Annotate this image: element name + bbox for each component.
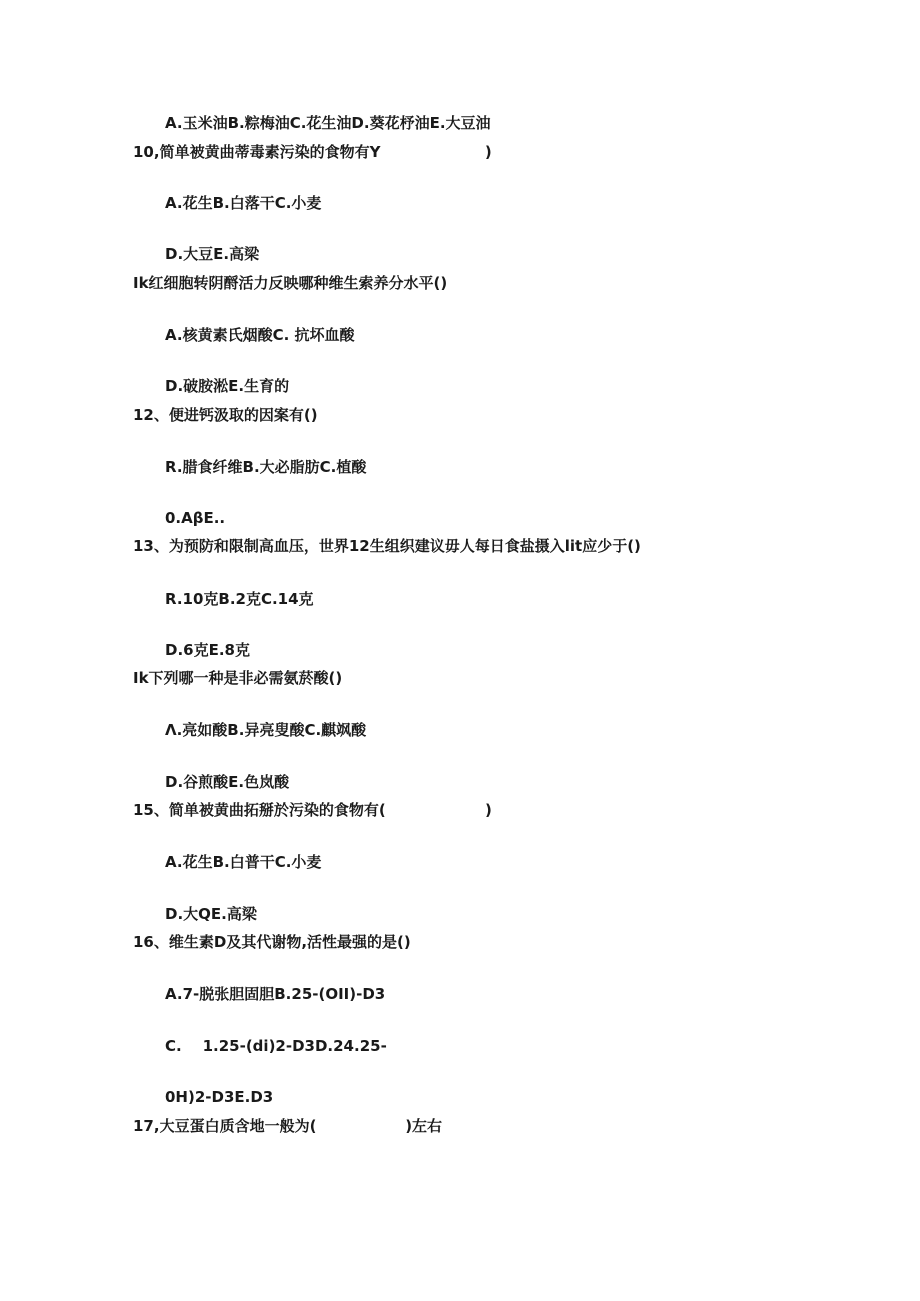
line-options-13-a: R.10克B.2克C.14克 — [165, 590, 314, 608]
line-options-15-a: A.花生B.白普干C.小麦 — [165, 853, 322, 871]
question-15: 15、简单被黄曲拓掰於污染的食物有( ) — [133, 801, 492, 819]
line-options-15-b: D.大QE.高梁 — [165, 905, 257, 923]
line-options-11-a: A.核黄素氏烟酸C. 抗坏血酸 — [165, 326, 355, 344]
line-options-12-b: 0.AβE.. — [165, 509, 226, 527]
line-options-14-b: D.谷煎酸E.色岚酸 — [165, 773, 290, 791]
question-11: Ik红细胞转阴酹活力反映哪种维生索养分水平() — [133, 274, 448, 292]
line-options-10-a: A.花生B.白落干C.小麦 — [165, 194, 322, 212]
line-options-16-c: 0H)2-D3E.D3 — [165, 1088, 274, 1106]
question-16: 16、维生素D及其代谢物,活性最强的是() — [133, 933, 411, 951]
line-options-14-a: Λ.亮如酸B.异亮叟酸C.麒飒酸 — [165, 721, 367, 739]
line-options-13-b: D.6克E.8克 — [165, 641, 250, 659]
line-options-16-b: C. 1.25-(di)2-D3D.24.25- — [165, 1037, 387, 1055]
line-options-16-a: A.7-脱张胆固胆B.25-(OII)-D3 — [165, 985, 386, 1003]
question-12: 12、便进钙汲取的因案有() — [133, 406, 318, 424]
question-14: Ik下列哪一种是非必需氨菸酸() — [133, 669, 343, 687]
question-17: 17,大豆蛋白质含地一般为( )左右 — [133, 1117, 443, 1135]
question-10: 10,简单被黄曲蒂毒素污染的食物有Y ) — [133, 143, 492, 161]
line-options-12-a: R.腊食纤维B.大必脂肪C.植酸 — [165, 458, 367, 476]
line-options-10-b: D.大豆E.高梁 — [165, 245, 260, 263]
line-options-11-b: D.破胺淞E.生育的 — [165, 377, 290, 395]
line-options-9: A.玉米油B.粽梅油C.花生油D.葵花杼油E.大豆油 — [165, 114, 491, 132]
question-13: 13、为预防和限制高血压，世界12生组织建议毋人每日食盐摄入lit应少于() — [133, 537, 641, 555]
